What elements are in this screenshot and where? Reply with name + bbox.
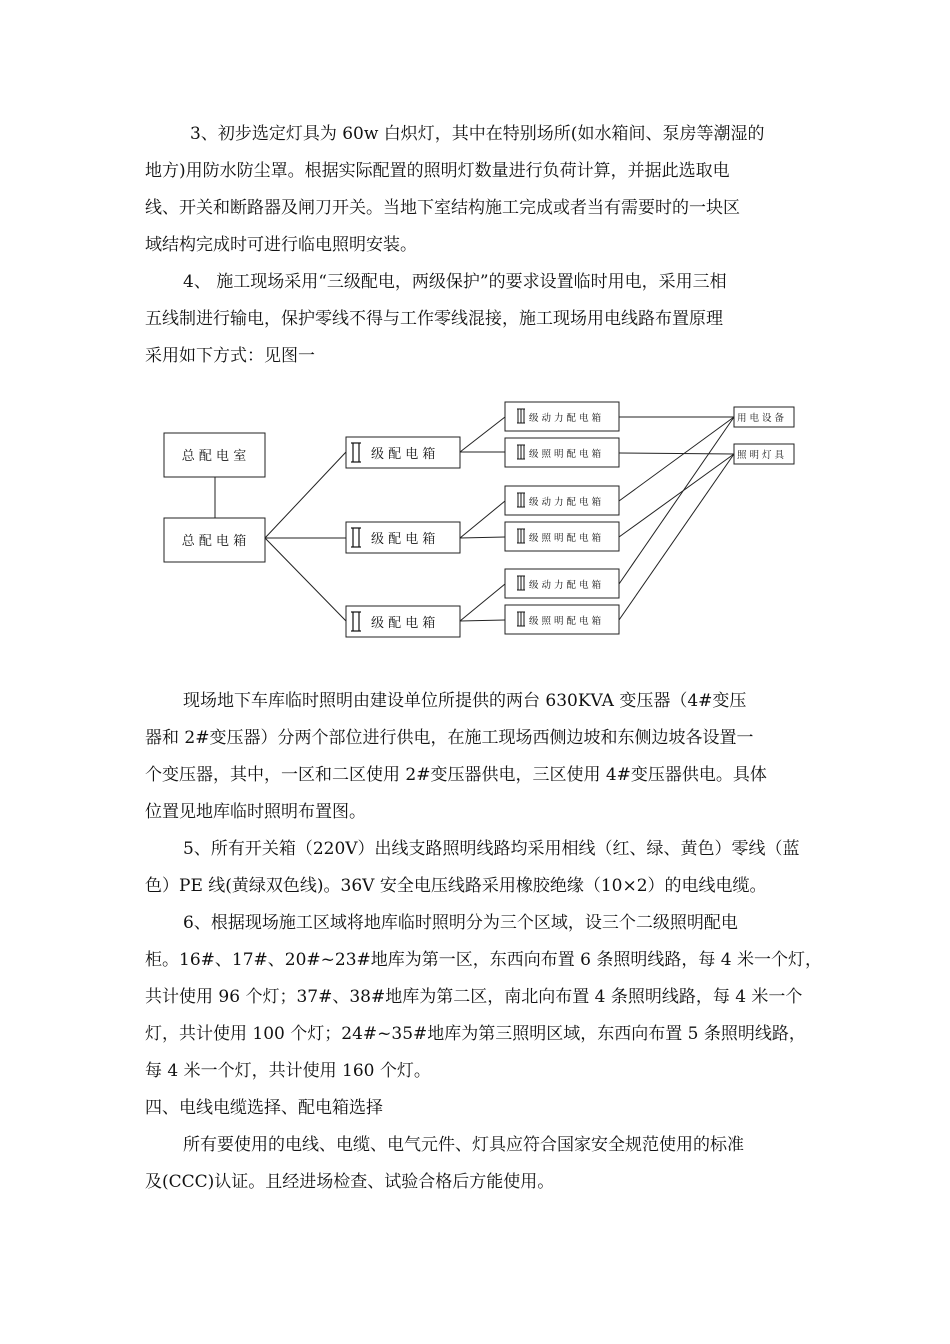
text-line: 器和 2#变压器）分两个部位进行供电，在施工现场西侧边坡和东侧边坡各设置一: [145, 728, 754, 748]
text-line: 3、初步选定灯具为 60w 白炽灯，其中在特别场所(如水箱间、泵房等潮湿的: [190, 124, 765, 144]
paragraph-transformers: [145, 683, 815, 831]
text-line: 5、所有开关箱（220V）出线支路照明线路均采用相线（红、绿、黄色）零线（蓝: [183, 839, 800, 859]
text-line: 柜。16#、17#、20#~23#地库为第一区，东西向布置 6 条照明线路，每 4 米一个灯，: [145, 950, 822, 970]
level2-label-1: 级 配 电 箱: [371, 447, 436, 462]
roman-three-mark: [517, 409, 525, 626]
text-line: 位置见地库临时照明布置图。: [145, 802, 366, 822]
section-heading: [145, 1090, 815, 1127]
text-line: 所有要使用的电线、电缆、电气元件、灯具应符合国家安全规范使用的标准: [183, 1135, 744, 1155]
power-box-label-2: 级 动 力 配 电 箱: [529, 497, 602, 508]
text-line: 线、开关和断路器及闸刀开关。当地下室结构施工完成或者当有需要时的一块区: [145, 198, 740, 218]
text-line: 每 4 米一个灯，共计使用 160 个灯。: [145, 1061, 431, 1081]
text-line: 采用如下方式：见图一: [145, 346, 315, 366]
text-line: 色）PE 线(黄绿双色线)。36V 安全电压线路采用橡胶绝缘（10×2）的电线电缆。: [145, 876, 767, 896]
text-line: 地方)用防水防尘罩。根据实际配置的照明灯数量进行负荷计算，并据此选取电: [145, 161, 730, 181]
text-line: 共计使用 96 个灯；37#、38#地库为第二区，南北向布置 4 条照明线路，每 4 米一个: [145, 987, 803, 1007]
level2-label-3: 级 配 电 箱: [371, 616, 436, 631]
lighting-box-label-3: 级 照 明 配 电 箱: [529, 616, 602, 627]
text-line: 现场地下车库临时照明由建设单位所提供的两台 630KVA 变压器（4#变压: [183, 691, 747, 711]
power-box-label-1: 级 动 力 配 电 箱: [529, 413, 602, 424]
text-line: 6、根据现场施工区域将地库临时照明分为三个区域，设三个二级照明配电: [183, 913, 738, 933]
paragraph-lighting-fixtures: [145, 116, 815, 264]
text-line: 个变压器，其中，一区和二区使用 2#变压器供电，三区使用 4#变压器供电。具体: [145, 765, 767, 785]
paragraph-switch-boxes: [145, 831, 815, 905]
roman-two-mark: [351, 443, 361, 631]
distribution-diagram: [0, 392, 950, 652]
level2-label-2: 级 配 电 箱: [371, 532, 436, 547]
text-line: 五线制进行输电，保护零线不得与工作零线混接，施工现场用电线路布置原理: [145, 309, 723, 329]
lamps-label: 照 明 灯 具: [737, 450, 785, 461]
text-line: 灯，共计使用 100 个灯；24#~35#地库为第三照明区域，东西向布置 5 条照明线路，: [145, 1024, 806, 1044]
main-box-label: 总 配 电 箱: [181, 534, 247, 549]
main-room-label: 总 配 电 室: [181, 449, 247, 464]
equipment-label: 用 电 设 备: [737, 413, 785, 424]
paragraph-certification: [145, 1127, 815, 1201]
text-line: 及(CCC)认证。且经进场检查、试验合格后方能使用。: [145, 1172, 555, 1192]
paragraph-three-level-distribution: [145, 264, 815, 375]
power-box-label-3: 级 动 力 配 电 箱: [529, 580, 602, 591]
lighting-box-label-1: 级 照 明 配 电 箱: [529, 449, 602, 460]
heading-text: 四、电线电缆选择、配电箱选择: [145, 1098, 383, 1118]
text-line: 4、 施工现场采用“三级配电，两级保护”的要求设置临时用电，采用三相: [183, 272, 727, 292]
lighting-box-label-2: 级 照 明 配 电 箱: [529, 533, 602, 544]
text-line: 域结构完成时可进行临电照明安装。: [145, 235, 417, 255]
paragraph-lighting-zones: [145, 905, 822, 1090]
